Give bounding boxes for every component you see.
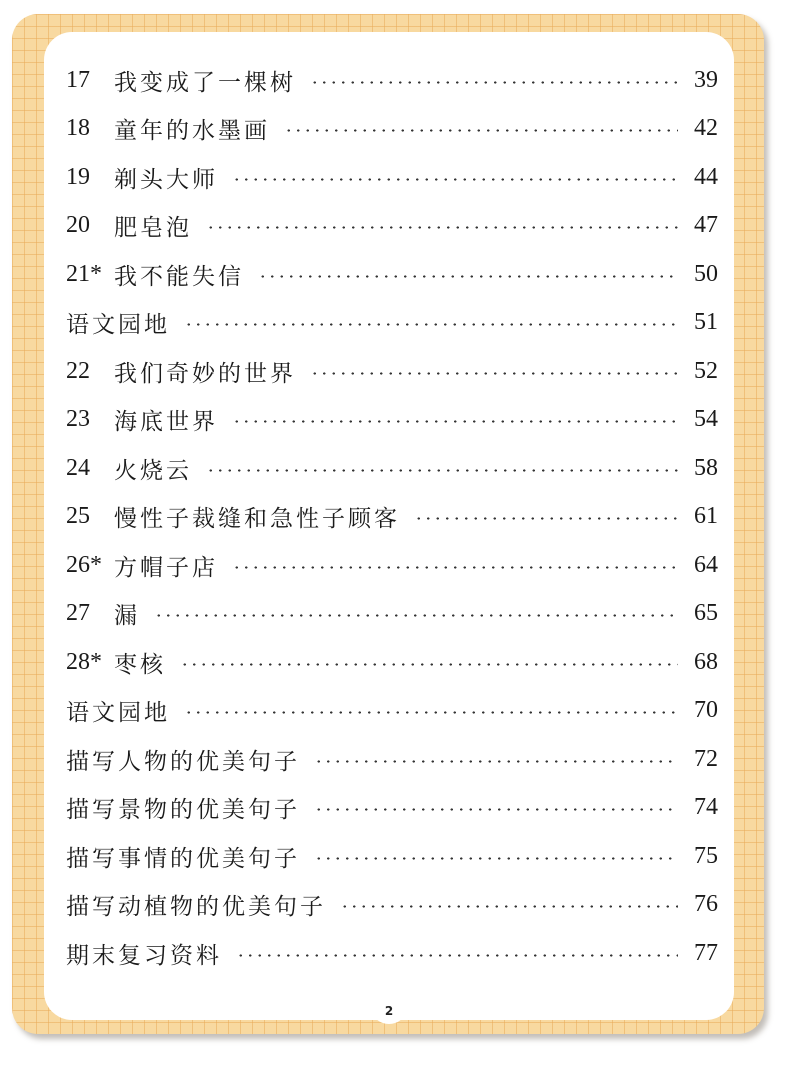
lesson-number: 20	[66, 212, 90, 239]
entry-title: 描写人物的优美句子	[66, 748, 300, 775]
toc-entry[interactable]	[66, 735, 718, 784]
entry-page-number: 70	[694, 697, 718, 724]
lesson-number: 27	[66, 600, 90, 627]
entry-title: 方帽子店	[114, 554, 218, 581]
entry-page-number: 76	[694, 891, 718, 918]
entry-page-number: 77	[694, 939, 718, 966]
lesson-number: 17	[66, 66, 90, 93]
toc-entry[interactable]	[66, 444, 718, 493]
dot-leader	[314, 808, 678, 811]
lesson-number: 23	[66, 406, 90, 433]
entry-page-number: 74	[694, 794, 718, 821]
entry-title: 枣核	[114, 651, 166, 678]
toc-entry[interactable]	[66, 687, 718, 736]
toc-entry[interactable]	[66, 105, 718, 154]
toc-entry[interactable]	[66, 493, 718, 542]
dot-leader	[340, 905, 678, 908]
dot-leader	[232, 566, 678, 569]
lesson-number: 19	[66, 163, 90, 190]
entry-page-number: 61	[694, 503, 718, 530]
entry-title: 描写事情的优美句子	[66, 845, 300, 872]
dot-leader	[314, 760, 678, 763]
entry-title: 我们奇妙的世界	[114, 360, 296, 387]
entry-title: 我不能失信	[114, 263, 244, 290]
toc-entry[interactable]	[66, 638, 718, 687]
toc-entry[interactable]	[66, 784, 718, 833]
page-number: 2	[373, 998, 405, 1024]
entry-page-number: 42	[694, 115, 718, 142]
toc-entry[interactable]	[66, 299, 718, 348]
lesson-number: 18	[66, 115, 90, 142]
lesson-number: 28*	[66, 648, 102, 675]
dot-leader	[314, 857, 678, 860]
lesson-number: 24	[66, 454, 90, 481]
toc-entry[interactable]	[66, 56, 718, 105]
dot-leader	[206, 226, 678, 229]
entry-page-number: 58	[694, 454, 718, 481]
entry-title: 描写景物的优美句子	[66, 797, 300, 824]
dot-leader	[414, 517, 678, 520]
toc-entry[interactable]	[66, 541, 718, 590]
lesson-number: 21*	[66, 260, 102, 287]
lesson-number: 25	[66, 503, 90, 530]
dot-leader	[154, 614, 678, 617]
entry-title: 慢性子裁缝和急性子顾客	[114, 506, 400, 533]
entry-page-number: 72	[694, 745, 718, 772]
entry-page-number: 65	[694, 600, 718, 627]
entry-title: 我变成了一棵树	[114, 69, 296, 96]
toc-entry[interactable]	[66, 929, 718, 978]
entry-page-number: 39	[694, 66, 718, 93]
entry-page-number: 47	[694, 212, 718, 239]
dot-leader	[232, 178, 678, 181]
dot-leader	[232, 420, 678, 423]
dot-leader	[284, 129, 678, 132]
entry-page-number: 52	[694, 357, 718, 384]
lesson-number: 26*	[66, 551, 102, 578]
entry-title: 火烧云	[114, 457, 192, 484]
toc-entry[interactable]	[66, 347, 718, 396]
entry-page-number: 64	[694, 551, 718, 578]
entry-title: 肥皂泡	[114, 215, 192, 242]
dot-leader	[206, 469, 678, 472]
entry-title: 童年的水墨画	[114, 118, 270, 145]
entry-page-number: 68	[694, 648, 718, 675]
toc-entry[interactable]	[66, 202, 718, 251]
entry-page-number: 50	[694, 260, 718, 287]
entry-page-number: 54	[694, 406, 718, 433]
entry-title: 描写动植物的优美句子	[66, 894, 326, 921]
lesson-number: 22	[66, 357, 90, 384]
dot-leader	[236, 954, 678, 957]
dot-leader	[184, 711, 678, 714]
entry-page-number: 44	[694, 163, 718, 190]
dot-leader	[310, 372, 678, 375]
toc-entry[interactable]	[66, 250, 718, 299]
entry-title: 海底世界	[114, 409, 218, 436]
entry-title: 语文园地	[66, 312, 170, 339]
table-of-contents	[66, 56, 718, 978]
dot-leader	[180, 663, 678, 666]
dot-leader	[184, 323, 678, 326]
toc-entry[interactable]	[66, 396, 718, 445]
entry-title: 剃头大师	[114, 166, 218, 193]
entry-page-number: 51	[694, 309, 718, 336]
dot-leader	[258, 275, 678, 278]
toc-entry[interactable]	[66, 590, 718, 639]
entry-page-number: 75	[694, 842, 718, 869]
entry-title: 漏	[114, 603, 140, 630]
dot-leader	[310, 81, 678, 84]
entry-title: 语文园地	[66, 700, 170, 727]
toc-entry[interactable]	[66, 832, 718, 881]
toc-entry[interactable]	[66, 881, 718, 930]
entry-title: 期末复习资料	[66, 942, 222, 969]
toc-entry[interactable]	[66, 153, 718, 202]
